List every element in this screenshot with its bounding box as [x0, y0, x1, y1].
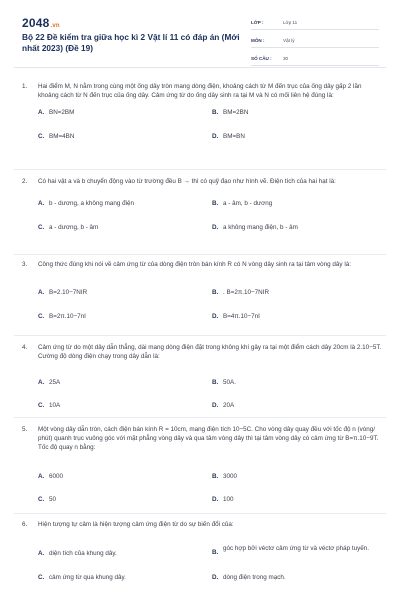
- question-number: 3.: [22, 261, 28, 268]
- question-number: 5.: [22, 426, 28, 433]
- option-letter: C.: [38, 133, 45, 141]
- option-text: b - dương, a không mang điện: [49, 200, 135, 208]
- option-a[interactable]: [38, 472, 208, 481]
- question-stem: [22, 82, 382, 100]
- logo-suffix: .vn: [50, 23, 60, 29]
- site-logo[interactable]: [22, 16, 60, 30]
- option-text: 20A: [223, 402, 235, 410]
- option-text: B=2.10−7NIR: [49, 289, 88, 297]
- question-text: Cảm ứng từ do một dây dẫn thẳng, dài mang dòng điện đặt trong không khí gây ra tại một điểm cách dây 20cm là 2.10−5T. Cường độ dòng điện chạy trong dây dẫn là:: [38, 344, 382, 361]
- option-letter: D.: [212, 495, 219, 503]
- option-b[interactable]: [212, 288, 382, 297]
- question-stem: [22, 343, 382, 361]
- question-stem: [22, 425, 382, 453]
- question-number: 4.: [22, 344, 28, 351]
- header-divider: [14, 67, 386, 68]
- option-text: BM=BN: [223, 133, 245, 141]
- option-text: B=4π.10−7nI: [223, 313, 260, 321]
- option-a[interactable]: [38, 108, 208, 117]
- option-d[interactable]: [212, 132, 382, 141]
- option-letter: A.: [38, 379, 45, 387]
- option-letter: B.: [212, 472, 219, 480]
- question-divider: [14, 513, 386, 514]
- option-text: . B=2π.10−7NIR: [223, 289, 269, 297]
- document-meta: [251, 15, 379, 69]
- question-6: [22, 520, 382, 582]
- option-text: B=2π.10−7nI: [49, 313, 86, 321]
- option-letter: D.: [212, 402, 219, 410]
- question-2: [22, 177, 382, 232]
- question-number: 2.: [22, 178, 28, 185]
- option-b[interactable]: [212, 108, 382, 117]
- meta-question-count: [251, 51, 379, 66]
- option-letter: B.: [212, 379, 219, 387]
- question-text: Công thức đúng khi nói về cảm ứng từ của dòng điện tròn bán kính R có N vòng dây sinh ra tại tâm vòng dây là:: [38, 261, 351, 268]
- option-letter: D.: [212, 313, 219, 321]
- option-text: dòng điện trong mạch.: [223, 574, 286, 582]
- option-text: BM=4BN: [49, 133, 75, 141]
- meta-value[interactable]: Vật lý: [283, 37, 295, 43]
- option-c[interactable]: [38, 401, 208, 410]
- option-a[interactable]: [38, 288, 208, 297]
- option-letter: C.: [38, 495, 45, 503]
- option-text: góc hợp bởi véctơ cảm ứng từ và véctơ pháp tuyến.: [223, 545, 370, 553]
- option-b[interactable]: [212, 544, 382, 557]
- logo-text: 2048: [22, 16, 50, 30]
- option-letter: C.: [38, 574, 45, 582]
- option-text: 6000: [49, 472, 64, 480]
- question-5: [22, 425, 382, 503]
- option-text: 50: [49, 495, 57, 503]
- meta-label: LỚP :: [251, 19, 264, 25]
- option-letter: C.: [38, 224, 45, 232]
- question-divider: [14, 169, 386, 170]
- option-b[interactable]: [212, 378, 382, 387]
- option-letter: A.: [38, 200, 45, 208]
- option-c[interactable]: [38, 495, 208, 504]
- option-text: 50A.: [223, 379, 236, 387]
- option-c[interactable]: [38, 223, 208, 232]
- option-text: diện tích của khung dây.: [49, 550, 117, 558]
- question-divider: [14, 335, 386, 336]
- option-text: a - âm, b - dương: [223, 200, 273, 208]
- option-text: a - dương, b - âm: [49, 224, 99, 232]
- question-text: Hiện tượng tự cảm là hiện tượng cảm ứng điện từ do sự biến đổi của:: [38, 521, 234, 528]
- option-letter: A.: [38, 109, 45, 117]
- option-text: 3000: [223, 472, 238, 480]
- question-stem: [22, 177, 382, 186]
- option-text: BM=2BN: [223, 109, 249, 117]
- option-letter: A.: [38, 289, 45, 297]
- question-4: [22, 343, 382, 410]
- question-1: [22, 82, 382, 141]
- option-c[interactable]: [38, 132, 208, 141]
- question-number: 1.: [22, 83, 28, 90]
- question-divider: [14, 254, 386, 255]
- option-letter: D.: [212, 133, 219, 141]
- option-letter: B.: [212, 289, 219, 297]
- meta-value[interactable]: Lớp 11: [283, 19, 298, 25]
- option-text: 10A: [49, 402, 61, 410]
- option-letter: B.: [212, 200, 219, 208]
- option-d[interactable]: [212, 573, 382, 582]
- option-a[interactable]: [38, 378, 208, 387]
- question-stem: [22, 260, 382, 269]
- option-c[interactable]: [38, 573, 208, 582]
- question-text: Có hai vật a và b chuyển động vào từ trường đều B → thì có quỹ đạo như hình vẽ. Điện tích của hai hạt là:: [38, 178, 336, 185]
- option-letter: C.: [38, 402, 45, 410]
- meta-label: MÔN :: [251, 37, 265, 43]
- option-letter: B.: [212, 549, 219, 557]
- option-b[interactable]: [212, 472, 382, 481]
- option-c[interactable]: [38, 312, 208, 321]
- option-text: a không mang điện, b - âm: [223, 224, 298, 232]
- question-text: Hai điểm M, N nằm trong cùng một ống dây tròn mang dòng điện, khoảng cách từ M đến trục của ống dây gấp 2 lần khoảng cách từ N đến trục của ống dây. Cảm ứng từ do ống dây sinh ra tại M và N có mối liên hệ đúng là:: [38, 83, 362, 100]
- option-text: BN=2BM: [49, 109, 75, 117]
- option-d[interactable]: [212, 495, 382, 504]
- option-text: cảm ứng từ qua khung dây.: [49, 574, 126, 582]
- option-letter: A.: [38, 550, 45, 558]
- option-d[interactable]: [212, 312, 382, 321]
- option-letter: B.: [212, 109, 219, 117]
- option-text: 100: [223, 495, 234, 503]
- option-a[interactable]: [38, 549, 208, 558]
- option-d[interactable]: [212, 401, 382, 410]
- option-text: 25A: [49, 379, 61, 387]
- question-number: 6.: [22, 521, 28, 528]
- question-divider: [14, 417, 386, 418]
- option-letter: A.: [38, 472, 45, 480]
- option-a[interactable]: [38, 199, 208, 208]
- option-letter: C.: [38, 313, 45, 321]
- question-stem: [22, 520, 382, 529]
- document-title: Bộ 22 Đề kiểm tra giữa học kì 2 Vật lí 11 có đáp án (Mới nhất 2023) (Đề 19): [22, 32, 240, 53]
- meta-label: SỐ CÂU :: [251, 55, 272, 61]
- option-d[interactable]: [212, 223, 382, 232]
- option-letter: D.: [212, 574, 219, 582]
- meta-class: [251, 15, 379, 30]
- option-letter: D.: [212, 224, 219, 232]
- question-text: Một vòng dây dẫn tròn, cách điện bán kính R = 10cm, mang điện tích 10−5C. Cho vòng dây quay đều với tốc độ n (vòng/ phút) quanh trục vuông góc với mặt phẳng vòng dây và qua tâm vòng dây thì tại tâm vòng dây có cảm ứng từ B=π.10−9T. Tốc độ quay n bằng:: [38, 426, 379, 452]
- question-3: [22, 260, 382, 321]
- meta-value: 30: [283, 55, 289, 61]
- meta-subject: [251, 33, 379, 48]
- option-b[interactable]: [212, 199, 382, 208]
